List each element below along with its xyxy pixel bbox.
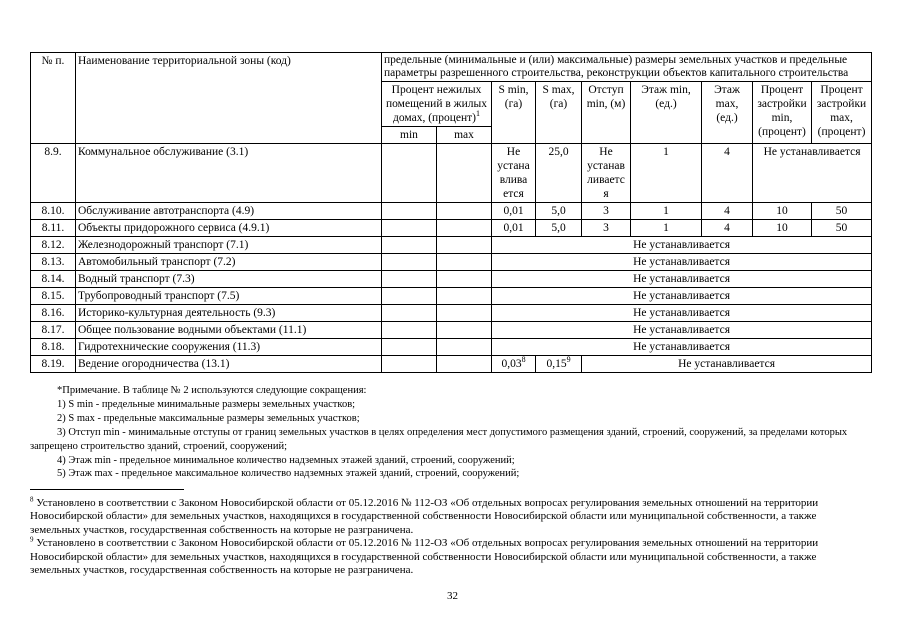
row-setback: 3	[582, 203, 631, 220]
row-nonres-max	[437, 339, 492, 356]
row-name: Коммунальное обслуживание (3.1)	[76, 144, 382, 203]
row-nonres-max	[437, 356, 492, 373]
row-build-max: 50	[812, 203, 872, 220]
table-row	[31, 271, 872, 288]
notes-item: 1) S min - предельные минимальные размеры земельных участков;	[57, 398, 356, 410]
row-name: Трубопроводный транспорт (7.5)	[76, 288, 382, 305]
row-floor-max: 4	[702, 203, 753, 220]
row-s-max: 5,0	[536, 203, 582, 220]
header-name: Наименование территориальной зоны (код)	[76, 53, 382, 144]
table-row	[31, 322, 872, 339]
row-nonres-min	[382, 271, 437, 288]
table-row	[31, 288, 872, 305]
row-build-min: 10	[753, 203, 812, 220]
row-nonres-max	[437, 271, 492, 288]
row-nonres-max	[437, 203, 492, 220]
row-setback: Не устанав ливаетс я	[582, 144, 631, 203]
row-s-max: 0,15$^9$	[536, 356, 582, 373]
abbreviation-notes	[30, 384, 875, 481]
header-max: max	[437, 127, 492, 144]
table-row	[31, 237, 872, 254]
row-name: Объекты придорожного сервиса (4.9.1)	[76, 220, 382, 237]
table-row	[31, 305, 872, 322]
row-floor-min: 1	[631, 203, 702, 220]
page-number: 32	[447, 590, 458, 602]
row-floor-min: 1	[631, 220, 702, 237]
notes-item: 5) Этаж max - предельное максимальное количество надземных этажей зданий, строений, сооружений;	[57, 468, 520, 480]
row-s-min: 0,01	[492, 203, 536, 220]
row-num: 8.14.	[31, 271, 76, 288]
row-nonres-min	[382, 203, 437, 220]
table-row	[31, 339, 872, 356]
header-build-max: Процент застройки max, (процент)	[812, 82, 872, 144]
header-params: предельные (минимальные и (или) максимальные) размеры земельных участков и предельные параметры разрешенного строительства, реконструкции объектов капитального строительства	[382, 53, 872, 82]
row-name: Ведение огородничества (13.1)	[76, 356, 382, 373]
footnote-ref: 9	[566, 355, 571, 365]
row-build-min: 10	[753, 220, 812, 237]
row-num: 8.9.	[31, 144, 76, 203]
table-row	[31, 254, 872, 271]
row-num: 8.17.	[31, 322, 76, 339]
row-nonres-min	[382, 305, 437, 322]
zoning-parameters-table	[30, 52, 872, 373]
row-nonres-max	[437, 237, 492, 254]
table-row	[31, 203, 872, 220]
footnote-8: $^8$ Установлено в соответствии с Законом Новосибирской области от 05.12.2016 № 112-ОЗ «Об отдельных вопросах регулирования земельных отношений на территории Новосибирской области» для земельных участков, находящихся в государственной собственности Новосибирской области или муниципальной собственности, а также земельных участков, государственная собственность на которые не разграничена.	[30, 495, 819, 536]
row-s-min: 0,03$^8$	[492, 356, 536, 373]
row-s-min: 0,01	[492, 220, 536, 237]
row-s-max: 25,0	[536, 144, 582, 203]
footnotes	[30, 497, 850, 577]
header-floor-min: Этаж min, (ед.)	[631, 82, 702, 144]
row-name: Водный транспорт (7.3)	[76, 271, 382, 288]
row-setback: 3	[582, 220, 631, 237]
row-rest: Не устанавливается	[582, 356, 872, 373]
row-nonres-min	[382, 254, 437, 271]
row-num: 8.12.	[31, 237, 76, 254]
table-row	[31, 144, 872, 203]
row-build-max: 50	[812, 220, 872, 237]
footnote-ref: 8	[521, 355, 526, 365]
row-name: Обслуживание автотранспорта (4.9)	[76, 203, 382, 220]
header-floor-max: Этаж max, (ед.)	[702, 82, 753, 144]
row-nonres-max	[437, 144, 492, 203]
header-build-min: Процент застройки min, (процент)	[753, 82, 812, 144]
row-nonres-max	[437, 220, 492, 237]
row-nonres-max	[437, 322, 492, 339]
row-name: Железнодорожный транспорт (7.1)	[76, 237, 382, 254]
row-s-max: 5,0	[536, 220, 582, 237]
row-num: 8.11.	[31, 220, 76, 237]
row-merged: Не устанавливается	[492, 237, 872, 254]
row-num: 8.19.	[31, 356, 76, 373]
row-num: 8.13.	[31, 254, 76, 271]
row-nonres-min	[382, 237, 437, 254]
row-merged: Не устанавливается	[492, 322, 872, 339]
row-num: 8.10.	[31, 203, 76, 220]
row-merged: Не устанавливается	[492, 339, 872, 356]
header-s-min: S min, (га)	[492, 82, 536, 144]
row-name: Гидротехнические сооружения (11.3)	[76, 339, 382, 356]
row-s-min: Не устана влива ется	[492, 144, 536, 203]
row-floor-max: 4	[702, 144, 753, 203]
table-row	[31, 220, 872, 237]
footnote-divider	[30, 489, 184, 490]
row-nonres-max	[437, 288, 492, 305]
row-merged: Не устанавливается	[492, 271, 872, 288]
row-nonres-min	[382, 322, 437, 339]
header-min: min	[382, 127, 437, 144]
notes-item: 2) S max - предельные максимальные размеры земельных участков;	[57, 412, 360, 424]
row-build: Не устанавливается	[753, 144, 872, 203]
row-nonres-max	[437, 254, 492, 271]
row-num: 8.18.	[31, 339, 76, 356]
row-nonres-min	[382, 220, 437, 237]
row-nonres-min	[382, 144, 437, 203]
header-num: № п.	[31, 53, 76, 144]
row-name: Автомобильный транспорт (7.2)	[76, 254, 382, 271]
row-nonres-max	[437, 305, 492, 322]
notes-heading: *Примечание. В таблице № 2 используются следующие сокращения:	[57, 385, 367, 396]
row-name: Общее пользование водными объектами (11.1)	[76, 322, 382, 339]
row-num: 8.16.	[31, 305, 76, 322]
header-setback: Отступ min, (м)	[582, 82, 631, 144]
notes-item: 3) Отступ min - минимальные отступы от границ земельных участков в целях определения мест допустимого размещения зданий, строений, сооружений, за пределами которых запрещено строительство зданий, строений, сооружений;	[30, 426, 848, 452]
row-num: 8.15.	[31, 288, 76, 305]
row-nonres-min	[382, 288, 437, 305]
row-merged: Не устанавливается	[492, 254, 872, 271]
row-name: Историко-культурная деятельность (9.3)	[76, 305, 382, 322]
row-nonres-min	[382, 356, 437, 373]
header-nonres-pct: Процент нежилых помещений в жилых домах, (процент)$^1$	[382, 82, 492, 127]
row-floor-min: 1	[631, 144, 702, 203]
header-s-max: S max, (га)	[536, 82, 582, 144]
row-floor-max: 4	[702, 220, 753, 237]
footnote-9: $^9$ Установлено в соответствии с Законом Новосибирской области от 05.12.2016 № 112-ОЗ «Об отдельных вопросах регулирования земельных отношений на территории Новосибирской области» для земельных участков, находящихся в государственной собственности Новосибирской области или муниципальной собственности, а также земельных участков, государственная собственность на которые не разграничена.	[30, 535, 819, 577]
table-row	[31, 356, 872, 373]
row-merged: Не устанавливается	[492, 305, 872, 322]
row-nonres-min	[382, 339, 437, 356]
notes-item: 4) Этаж min - предельное минимальное количество надземных этажей зданий, строений, сооружений;	[57, 454, 515, 466]
row-merged: Не устанавливается	[492, 288, 872, 305]
